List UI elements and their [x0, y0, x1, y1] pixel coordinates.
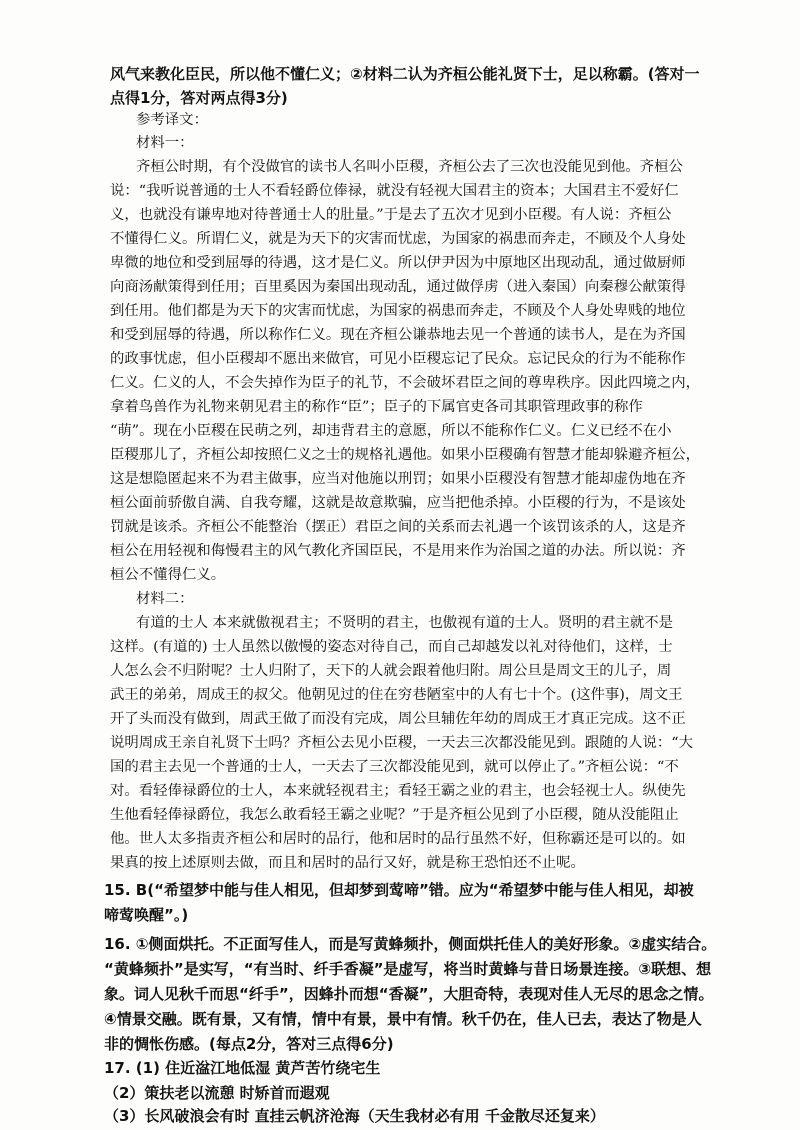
- q15-line: 啼莺唤醒”。): [104, 906, 189, 924]
- q15-line: 15. B(“希望梦中能与佳人相见，但却梦到莺啼”错。应为“希望梦中能与佳人相见，却被: [104, 881, 694, 899]
- translation-title: 参考译文：: [136, 112, 208, 128]
- m1-line: “萌”。现在小臣稷在民萌之列，却违背君主的意愿，所以不能称作仁义。仁义已经不在小: [110, 423, 672, 439]
- m1-line: 拿着鸟兽作为礼物来朝见君主的称作“臣”；臣子的下属官吏各司其职管理政事的称作: [110, 399, 643, 415]
- m1-line: 桓公面前骄傲自满、自我夸耀，这就是故意欺骗，应当把他杀掉。小臣稷的行为，不是该处: [110, 495, 686, 511]
- q16-line: 象。词人见秋千而思“纤手”，因蜂扑而想“香凝”，大胆奇特，表现对佳人无尽的思念之情。: [104, 985, 714, 1003]
- m1-line: 仁义。仁义的人，不会失掉作为臣子的礼节，不会破坏君臣之间的尊卑秩序。因此四境之内，: [110, 375, 701, 391]
- m1-line: 说：“我听说普通的士人不看轻爵位俸禄，就没有轻视大国君主的资本；大国君主不爱好仁: [110, 183, 679, 199]
- m2-line: 人怎么会不归附呢？士人归附了，天下的人就会跟着他归附。周公旦是周文王的儿子，周: [110, 663, 672, 679]
- q16-line: “黄蜂频扑”是实写，“有当时、纤手香凝”是虚写，将当时黄蜂与昔日场景连接。③联想、想: [104, 960, 712, 978]
- m1-line: 卑微的地位和受到屈辱的待遇，这才是仁义。所以伊尹因为中原地区出现动乱，通过做厨师: [110, 255, 686, 271]
- answer-line-1: 风气来教化臣民，所以他不懂仁义；②材料二认为齐桓公能礼贤下士，足以称霸。(答对一: [110, 65, 700, 83]
- q17-line: （3）长风破浪会有时 直挂云帆济沧海（天生我材必有用 千金散尽还复来）: [104, 1107, 605, 1125]
- q17-line: （2）策扶老以流憩 时矫首而遐观: [104, 1084, 330, 1102]
- m1-line: 义，也就没有谦卑地对待普通士人的肚量。”于是去了五次才见到小臣稷。有人说：齐桓公: [110, 207, 672, 223]
- m1-line: 臣稷那儿了，齐桓公却按照仁义之士的规格礼遇他。如果小臣稷确有智慧才能却躲避齐桓公，: [110, 447, 701, 463]
- m1-line: 桓公在用轻视和侮慢君主的风气教化齐国臣民，不是用来作为治国之道的办法。所以说：齐: [110, 543, 686, 559]
- q17-line: 17. (1) 住近湓江地低湿 黄芦苦竹绕宅生: [104, 1059, 381, 1077]
- m2-line: 开了头而没有做到，周武王做了而没有完成，周公旦辅佐年幼的周成王才真正完成。这不正: [110, 711, 686, 727]
- material1-title: 材料一：: [136, 135, 194, 151]
- material2-title: 材料二：: [136, 591, 194, 607]
- m2-line: 这样。(有道的) 士人虽然以傲慢的姿态对待自己，而自己却越发以礼对待他们，这样，士: [110, 639, 673, 655]
- m1-line: 向商汤献策得到任用；百里奚因为秦国出现动乱，通过做俘虏（进入秦国）向秦穆公献策得: [110, 279, 686, 295]
- m1-line: 到任用。他们都是为天下的灾害而忧虑，为国家的祸患而奔走，不顾及个人身处卑贱的地位: [110, 303, 686, 319]
- q16-line: 16. ①侧面烘托。不正面写佳人，而是写黄蜂频扑，侧面烘托佳人的美好形象。②虚实结合。: [104, 935, 717, 953]
- m1-line: 和受到屈辱的待遇，所以称作仁义。现在齐桓公谦恭地去见一个普通的读书人，是在为齐国: [110, 327, 686, 343]
- m2-line: 他。世人太多指责齐桓公和居时的品行，他和居时的品行虽然不好，但称霸还是可以的。如: [110, 831, 686, 847]
- m1-line: 的政事忧虑，但小臣稷却不愿出来做官，可见小臣稷忘记了民众。忘记民众的行为不能称作: [110, 351, 686, 367]
- m2-line: 有道的士人 本来就傲视君主；不贤明的君主，也傲视有道的士人。贤明的君主就不是: [136, 615, 674, 631]
- m2-line: 生他看轻俸禄爵位，我怎么敢看轻王霸之业呢？”于是齐桓公见到了小臣稷，随从没能阻止: [110, 807, 679, 823]
- q16-line: ④情景交融。既有景，又有情，情中有景，景中有情。秋千仍在，佳人已去，表达了物是人: [104, 1010, 702, 1028]
- answer-line-2: 点得1分，答对两点得3分): [110, 89, 288, 107]
- m1-line: 不懂得仁义。所谓仁义，就是为天下的灾害而忧虑，为国家的祸患而奔走，不顾及个人身处: [110, 231, 686, 247]
- m2-line: 对。看轻俸禄爵位的士人，本来就轻视君主；看轻王霸之业的君主，也会轻视士人。纵使先: [110, 783, 686, 799]
- m1-line: 罚就是该杀。齐桓公不能整治（摆正）君臣之间的关系而去礼遇一个该罚该杀的人，这是齐: [110, 519, 686, 535]
- m2-line: 说明周成王亲自礼贤下士吗？齐桓公去见小臣稷，一天去三次都没能见到。跟随的人说：“大: [110, 735, 693, 751]
- m2-line: 武王的弟弟，周成王的叔父。他朝见过的住在穷巷陋室中的人有七十个。(这件事)，周文王: [110, 687, 683, 703]
- m1-line: 桓公不懂得仁义。: [110, 567, 226, 583]
- m2-line: 果真的按上述原则去做，而且和居时的品行又好，就是称王恐怕还不止呢。: [110, 855, 585, 871]
- m2-line: 国的君主去见一个普通的士人，一天去了三次都没能见到，就可以停止了。”齐桓公说：“不: [110, 759, 679, 775]
- m1-line: 齐桓公时期，有个没做官的读书人名叫小臣稷，齐桓公去了三次也没能见到他。齐桓公: [136, 159, 683, 175]
- q16-line: 非的惆怅伤感。(每点2分，答对三点得6分): [104, 1035, 394, 1053]
- m1-line: 这是想隐匿起来不为君主做事，应当对他施以刑罚；如果小臣稷没有智慧才能却虚伪地在齐: [110, 471, 686, 487]
